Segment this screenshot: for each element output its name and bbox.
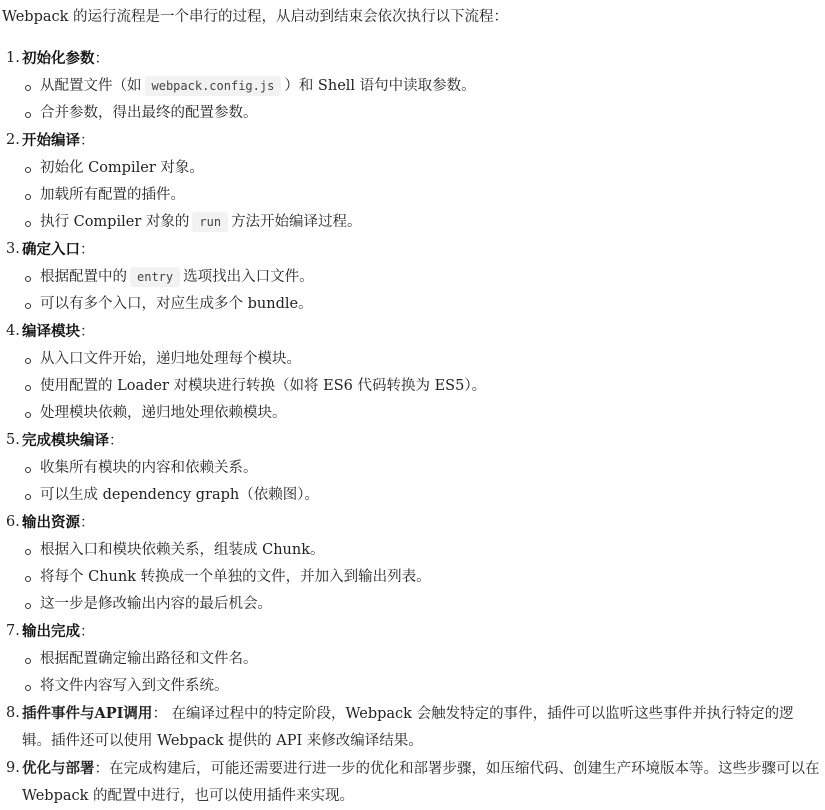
step-title: 初始化参数 (22, 50, 95, 67)
step-paragraph (22, 755, 821, 810)
item-text: 根据配置中的 (40, 269, 127, 285)
circle-bullet-icon (25, 385, 31, 391)
step-separator: ： (80, 324, 95, 340)
sub-list (22, 537, 821, 618)
steps-list (2, 45, 821, 810)
list-item (22, 209, 821, 236)
inline-code: webpack.config.js (145, 76, 282, 96)
circle-bullet-icon (25, 194, 31, 200)
list-item (22, 182, 821, 209)
list-item (22, 373, 821, 400)
step-title: 确定入口 (22, 241, 80, 258)
circle-bullet-icon (25, 167, 31, 173)
step-text: 在编译过程中的特定阶段，Webpack 会触发特定的事件，插件可以监听这些事件并执行特定的逻辑。插件还可以使用 Webpack 提供的 API 来修改编译结果。 (22, 706, 794, 749)
circle-bullet-icon (25, 685, 31, 691)
circle-bullet-icon (25, 358, 31, 364)
step-number: 3. (6, 241, 20, 257)
step-number: 1. (6, 50, 20, 66)
step-separator: ： (152, 706, 172, 722)
step-number: 6. (6, 514, 20, 530)
step-title: 优化与部署 (22, 760, 95, 777)
step-number: 2. (6, 132, 20, 148)
step-6 (2, 509, 821, 618)
list-item (22, 291, 821, 318)
item-text: 加载所有配置的插件。 (40, 187, 185, 203)
circle-bullet-icon (25, 276, 31, 282)
item-text: 初始化 Compiler 对象。 (40, 160, 204, 176)
item-text: 执行 Compiler 对象的 (40, 214, 190, 230)
step-number: 5. (6, 432, 20, 448)
intro-paragraph: Webpack 的运行流程是一个串行的过程，从启动到结束会依次执行以下流程： (2, 9, 509, 25)
item-text: 从入口文件开始，递归地处理每个模块。 (40, 351, 301, 367)
item-text: 处理模块依赖，递归地处理依赖模块。 (40, 405, 287, 421)
item-text: 可以生成 dependency graph（依赖图）。 (40, 487, 320, 503)
step-separator: ： (80, 242, 95, 258)
item-text: 根据入口和模块依赖关系，组装成 Chunk。 (40, 542, 325, 558)
list-item (22, 646, 821, 673)
inline-code: entry (130, 267, 180, 287)
circle-bullet-icon (25, 494, 31, 500)
step-heading (22, 427, 821, 455)
step-separator: ： (94, 761, 109, 777)
list-item (22, 564, 821, 591)
item-text: 将每个 Chunk 转换成一个单独的文件，并加入到输出列表。 (40, 569, 431, 585)
step-title: 输出资源 (22, 514, 80, 531)
item-text: 选项找出入口文件。 (183, 269, 314, 285)
item-text: 方法开始编译过程。 (231, 214, 362, 230)
item-text: 将文件内容写入到文件系统。 (40, 678, 229, 694)
step-separator: ： (80, 624, 95, 640)
circle-bullet-icon (25, 112, 31, 118)
step-number: 4. (6, 323, 20, 339)
circle-bullet-icon (25, 85, 31, 91)
item-text: 从配置文件（如 (40, 78, 142, 94)
step-title: 完成模块编译 (22, 432, 109, 449)
list-item (22, 400, 821, 427)
item-text: ）和 Shell 语句中读取参数。 (284, 78, 476, 94)
sub-list (22, 155, 821, 236)
step-separator: ： (80, 133, 95, 149)
circle-bullet-icon (25, 303, 31, 309)
list-item (22, 482, 821, 509)
step-3 (2, 236, 821, 318)
step-heading (22, 236, 821, 264)
step-separator: ： (109, 433, 124, 449)
circle-bullet-icon (25, 658, 31, 664)
circle-bullet-icon (25, 549, 31, 555)
list-item (22, 346, 821, 373)
step-heading (22, 509, 821, 537)
list-item (22, 537, 821, 564)
list-item (22, 73, 821, 100)
step-heading (22, 318, 821, 346)
step-number: 7. (6, 623, 20, 639)
sub-list (22, 264, 821, 318)
step-title: 插件事件与API调用 (22, 705, 153, 722)
list-item (22, 591, 821, 618)
step-title: 编译模块 (22, 323, 80, 340)
step-7 (2, 618, 821, 700)
step-4 (2, 318, 821, 427)
sub-list (22, 455, 821, 509)
item-text: 收集所有模块的内容和依赖关系。 (40, 460, 258, 476)
step-text: 在完成构建后，可能还需要进行进一步的优化和部署步骤，如压缩代码、创建生产环境版本等。这些步骤可以在 Webpack 的配置中进行，也可以使用插件来实现。 (22, 761, 820, 804)
step-9 (2, 755, 821, 810)
circle-bullet-icon (25, 221, 31, 227)
step-separator: ： (94, 51, 109, 67)
item-text: 这一步是修改输出内容的最后机会。 (40, 596, 272, 612)
list-item (22, 264, 821, 291)
list-item (22, 673, 821, 700)
inline-code: run (192, 212, 228, 232)
step-8 (2, 700, 821, 755)
item-text: 根据配置确定输出路径和文件名。 (40, 651, 258, 667)
step-separator: ： (80, 515, 95, 531)
circle-bullet-icon (25, 576, 31, 582)
sub-list (22, 346, 821, 427)
item-text: 合并参数，得出最终的配置参数。 (40, 105, 258, 121)
step-heading (22, 45, 821, 73)
step-paragraph (22, 700, 821, 755)
step-number: 9. (6, 760, 20, 776)
sub-list (22, 73, 821, 127)
list-item (22, 100, 821, 127)
list-item (22, 155, 821, 182)
circle-bullet-icon (25, 412, 31, 418)
item-text: 可以有多个入口，对应生成多个 bundle。 (40, 296, 313, 312)
item-text: 使用配置的 Loader 对模块进行转换（如将 ES6 代码转换为 ES5）。 (40, 378, 487, 394)
circle-bullet-icon (25, 603, 31, 609)
circle-bullet-icon (25, 467, 31, 473)
step-number: 8. (6, 705, 20, 721)
sub-list (22, 646, 821, 700)
step-heading (22, 127, 821, 155)
step-5 (2, 427, 821, 509)
step-title: 输出完成 (22, 623, 80, 640)
step-2 (2, 127, 821, 236)
step-title: 开始编译 (22, 132, 80, 149)
list-item (22, 455, 821, 482)
step-1 (2, 45, 821, 127)
step-heading (22, 618, 821, 646)
